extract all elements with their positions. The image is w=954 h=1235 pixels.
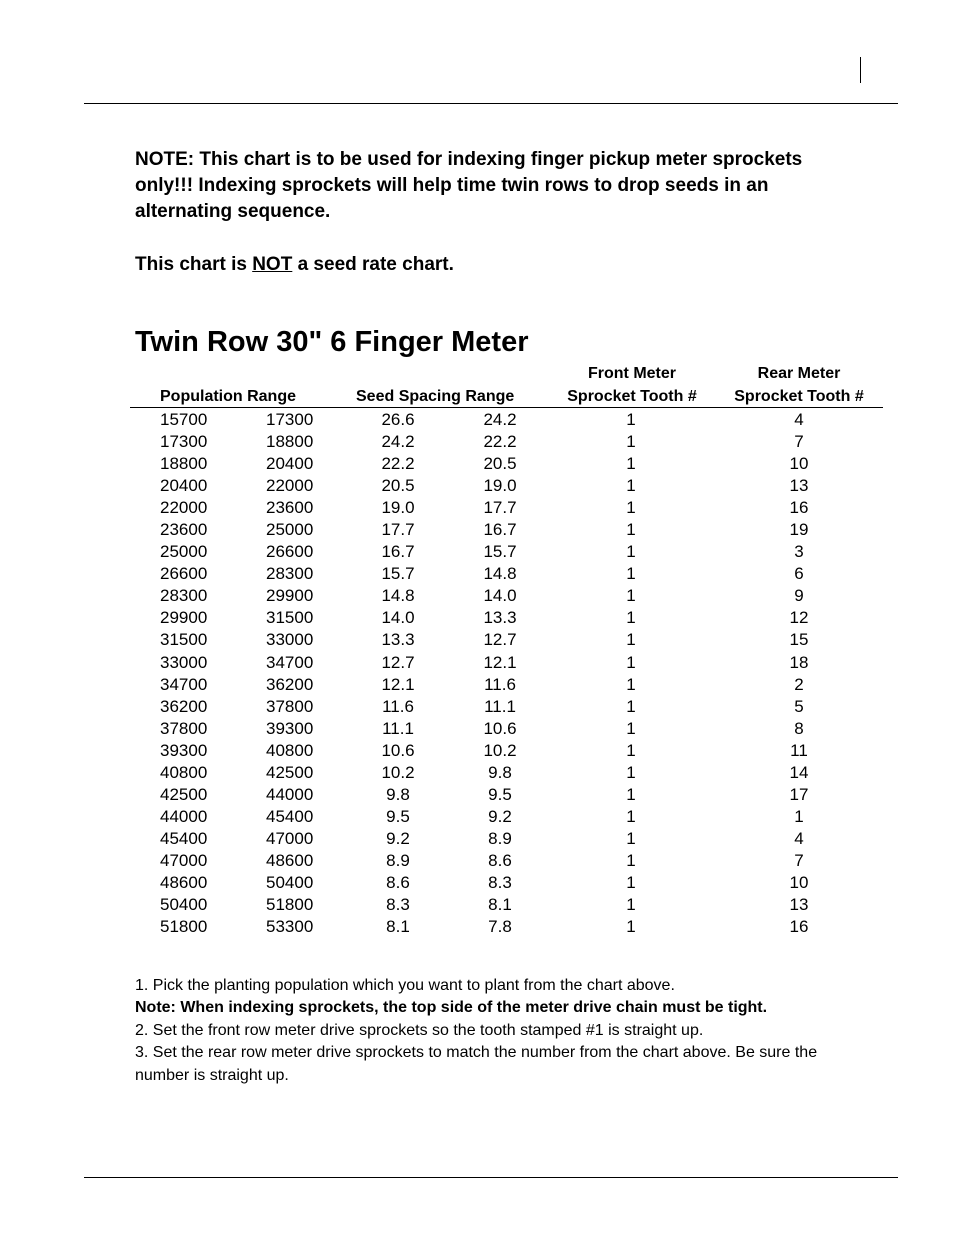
population-max-cell: 47000	[266, 828, 314, 848]
warning-suffix: a seed rate chart.	[292, 254, 454, 275]
population-range-header: Population Range	[160, 388, 296, 405]
front-tooth-cell: 1	[626, 586, 636, 606]
population-min-cell: 18800	[160, 454, 208, 474]
spacing-min-cell: 19.0	[483, 476, 517, 496]
population-min-cell: 39300	[160, 740, 208, 760]
population-max-cell: 25000	[266, 520, 314, 540]
table-row	[0, 718, 954, 740]
rear-tooth-cell: 9	[794, 586, 804, 606]
rear-tooth-cell: 10	[789, 454, 809, 474]
spacing-max-cell: 12.7	[381, 652, 415, 672]
table-row	[0, 850, 954, 872]
front-tooth-cell: 1	[626, 850, 636, 870]
table-row	[0, 453, 954, 475]
rear-tooth-cell: 16	[789, 498, 809, 518]
spacing-max-cell: 19.0	[381, 498, 415, 518]
table-row	[0, 497, 954, 519]
rear-meter-header-line2: Sprocket Tooth #	[734, 388, 864, 405]
population-max-cell: 23600	[266, 498, 314, 518]
spacing-min-cell: 11.1	[484, 696, 516, 716]
spacing-max-cell: 8.1	[386, 917, 410, 937]
spacing-min-cell: 14.0	[483, 586, 517, 606]
spacing-min-cell: 22.2	[483, 432, 517, 452]
spacing-min-cell: 12.7	[483, 630, 517, 650]
rear-tooth-cell: 10	[789, 872, 809, 892]
rear-tooth-cell: 4	[794, 410, 804, 429]
spacing-min-cell: 8.3	[488, 872, 512, 892]
population-max-cell: 31500	[266, 608, 314, 628]
population-max-cell: 18800	[266, 432, 314, 452]
instructions	[135, 975, 865, 1087]
table-row	[0, 585, 954, 607]
rear-tooth-cell: 12	[789, 608, 809, 628]
table-row	[0, 784, 954, 806]
population-max-cell: 26600	[266, 542, 314, 562]
rear-tooth-cell: 5	[794, 696, 804, 716]
population-min-cell: 44000	[160, 806, 208, 826]
rear-tooth-cell: 4	[794, 828, 804, 848]
population-min-cell: 33000	[160, 652, 208, 672]
population-min-cell: 48600	[160, 872, 208, 892]
spacing-max-cell: 11.1	[382, 718, 414, 738]
not-seed-rate-warning	[135, 252, 835, 278]
table-row	[0, 431, 954, 453]
rear-tooth-cell: 18	[789, 652, 809, 672]
population-min-cell: 25000	[160, 542, 208, 562]
spacing-max-cell: 14.8	[381, 586, 415, 606]
spacing-min-cell: 16.7	[483, 520, 517, 540]
rear-tooth-cell: 11	[790, 740, 808, 760]
front-meter-header-line1: Front Meter	[588, 365, 676, 382]
table-row	[0, 806, 954, 828]
instruction-step-3: 3. Set the rear row meter drive sprockets to match the number from the chart above. Be sure the number is straight up.	[135, 1044, 818, 1084]
table-row	[0, 674, 954, 696]
rear-tooth-cell: 7	[794, 432, 804, 452]
instruction-step-2: 2. Set the front row meter drive sprockets so the tooth stamped #1 is straight up.	[135, 1021, 704, 1039]
spacing-min-cell: 7.8	[488, 917, 512, 937]
front-tooth-cell: 1	[626, 476, 636, 496]
seed-spacing-range-header: Seed Spacing Range	[356, 388, 515, 405]
population-max-cell: 33000	[266, 630, 314, 650]
warning-emphasis: NOT	[252, 254, 293, 275]
table-row	[0, 652, 954, 674]
front-meter-header-line2: Sprocket Tooth #	[567, 388, 697, 405]
spacing-min-cell: 15.7	[483, 542, 517, 562]
population-min-cell: 15700	[160, 410, 208, 429]
rear-tooth-cell: 1	[794, 806, 804, 826]
table-row	[0, 828, 954, 850]
instruction-step-1: 1. Pick the planting population which you want to plant from the chart above.	[135, 977, 675, 994]
rear-tooth-cell: 15	[789, 630, 809, 650]
spacing-max-cell: 16.7	[381, 542, 415, 562]
table-row	[0, 894, 954, 916]
front-tooth-cell: 1	[626, 806, 636, 826]
spacing-min-cell: 9.8	[488, 762, 512, 782]
population-max-cell: 29900	[266, 586, 314, 606]
front-tooth-cell: 1	[626, 762, 636, 782]
table-row	[0, 916, 954, 938]
rear-tooth-cell: 13	[789, 476, 809, 496]
spacing-min-cell: 24.2	[483, 410, 517, 429]
rear-tooth-cell: 3	[794, 542, 804, 562]
rear-tooth-cell: 7	[794, 850, 804, 870]
table-body	[0, 409, 954, 938]
spacing-min-cell: 17.7	[483, 498, 517, 518]
table-row	[0, 629, 954, 651]
table-row	[0, 762, 954, 784]
population-min-cell: 47000	[160, 850, 208, 870]
front-tooth-cell: 1	[626, 696, 636, 716]
spacing-max-cell: 9.8	[386, 784, 410, 804]
spacing-max-cell: 10.2	[381, 762, 415, 782]
spacing-max-cell: 8.3	[386, 895, 410, 915]
table-row	[0, 475, 954, 497]
spacing-max-cell: 17.7	[381, 520, 415, 540]
spacing-max-cell: 8.6	[386, 872, 410, 892]
rear-tooth-cell: 8	[794, 718, 804, 738]
population-min-cell: 50400	[160, 895, 208, 915]
population-min-cell: 42500	[160, 784, 208, 804]
spacing-min-cell: 8.9	[488, 828, 512, 848]
table-row	[0, 409, 954, 431]
table-row	[0, 541, 954, 563]
spacing-min-cell: 20.5	[483, 454, 517, 474]
table-row	[0, 872, 954, 894]
front-tooth-cell: 1	[626, 740, 636, 760]
table-row	[0, 740, 954, 762]
population-min-cell: 23600	[160, 520, 208, 540]
population-max-cell: 53300	[266, 917, 314, 937]
front-tooth-cell: 1	[626, 564, 636, 584]
rear-tooth-cell: 14	[789, 762, 809, 782]
footer-rule	[84, 1177, 898, 1178]
population-min-cell: 37800	[160, 718, 208, 738]
population-min-cell: 51800	[160, 917, 208, 937]
spacing-max-cell: 15.7	[381, 564, 415, 584]
population-max-cell: 50400	[266, 872, 314, 892]
front-tooth-cell: 1	[626, 784, 636, 804]
spacing-max-cell: 24.2	[381, 432, 415, 452]
population-max-cell: 28300	[266, 564, 314, 584]
front-tooth-cell: 1	[626, 828, 636, 848]
population-max-cell: 40800	[266, 740, 314, 760]
front-tooth-cell: 1	[626, 454, 636, 474]
table-header-rule	[130, 407, 883, 408]
spacing-max-cell: 9.5	[386, 806, 410, 826]
front-tooth-cell: 1	[626, 520, 636, 540]
population-max-cell: 22000	[266, 476, 314, 496]
spacing-min-cell: 11.6	[484, 674, 516, 694]
spacing-min-cell: 8.1	[488, 895, 512, 915]
spacing-min-cell: 10.2	[483, 740, 517, 760]
population-min-cell: 34700	[160, 674, 208, 694]
front-tooth-cell: 1	[626, 542, 636, 562]
front-tooth-cell: 1	[626, 630, 636, 650]
population-min-cell: 20400	[160, 476, 208, 496]
population-max-cell: 17300	[266, 410, 314, 429]
population-max-cell: 36200	[266, 674, 314, 694]
spacing-max-cell: 13.3	[381, 630, 415, 650]
spacing-min-cell: 12.1	[483, 652, 517, 672]
header-tick-mark	[860, 57, 861, 83]
rear-tooth-cell: 2	[794, 674, 804, 694]
spacing-max-cell: 20.5	[381, 476, 415, 496]
population-min-cell: 29900	[160, 608, 208, 628]
population-max-cell: 37800	[266, 696, 314, 716]
instruction-note: Note: When indexing sprockets, the top side of the meter drive chain must be tight.	[135, 999, 768, 1017]
spacing-max-cell: 12.1	[381, 674, 415, 694]
population-max-cell: 34700	[266, 652, 314, 672]
population-min-cell: 26600	[160, 564, 208, 584]
rear-meter-header-line1: Rear Meter	[757, 365, 841, 382]
rear-tooth-cell: 19	[789, 520, 809, 540]
population-max-cell: 20400	[266, 454, 314, 474]
population-max-cell: 45400	[266, 806, 314, 826]
spacing-min-cell: 9.5	[488, 784, 512, 804]
population-min-cell: 45400	[160, 828, 208, 848]
population-max-cell: 42500	[266, 762, 314, 782]
population-max-cell: 51800	[266, 895, 314, 915]
rear-tooth-cell: 6	[794, 564, 804, 584]
spacing-max-cell: 26.6	[381, 410, 415, 429]
spacing-max-cell: 14.0	[381, 608, 415, 628]
rear-tooth-cell: 16	[789, 917, 809, 937]
population-min-cell: 28300	[160, 586, 208, 606]
spacing-min-cell: 10.6	[483, 718, 517, 738]
front-tooth-cell: 1	[626, 718, 636, 738]
front-tooth-cell: 1	[626, 872, 636, 892]
table-row	[0, 563, 954, 585]
front-tooth-cell: 1	[626, 652, 636, 672]
front-tooth-cell: 1	[626, 917, 636, 937]
spacing-min-cell: 14.8	[483, 564, 517, 584]
spacing-max-cell: 10.6	[381, 740, 415, 760]
spacing-max-cell: 9.2	[386, 828, 410, 848]
spacing-max-cell: 8.9	[386, 850, 410, 870]
population-min-cell: 17300	[160, 432, 208, 452]
front-tooth-cell: 1	[626, 432, 636, 452]
front-tooth-cell: 1	[626, 895, 636, 915]
table-row	[0, 696, 954, 718]
indexing-note: NOTE: This chart is to be used for indexing finger pickup meter sprockets only!!! Indexing sprockets will help time twin rows to drop seeds in an alternating sequence.	[135, 149, 803, 222]
population-min-cell: 40800	[160, 762, 208, 782]
table-row	[0, 519, 954, 541]
spacing-min-cell: 8.6	[488, 850, 512, 870]
header-rule	[84, 103, 898, 104]
population-min-cell: 31500	[160, 630, 208, 650]
front-tooth-cell: 1	[626, 410, 636, 429]
front-tooth-cell: 1	[626, 674, 636, 694]
front-tooth-cell: 1	[626, 608, 636, 628]
rear-tooth-cell: 17	[789, 784, 809, 804]
table-row	[0, 607, 954, 629]
population-max-cell: 39300	[266, 718, 314, 738]
rear-tooth-cell: 13	[789, 895, 809, 915]
population-max-cell: 48600	[266, 850, 314, 870]
warning-prefix: This chart is	[135, 254, 253, 275]
population-min-cell: 36200	[160, 696, 208, 716]
spacing-min-cell: 9.2	[488, 806, 512, 826]
spacing-min-cell: 13.3	[483, 608, 517, 628]
spacing-max-cell: 22.2	[381, 454, 415, 474]
front-tooth-cell: 1	[626, 498, 636, 518]
population-min-cell: 22000	[160, 498, 208, 518]
population-max-cell: 44000	[266, 784, 314, 804]
chart-title: Twin Row 30" 6 Finger Meter	[135, 326, 529, 358]
spacing-max-cell: 11.6	[382, 696, 414, 716]
